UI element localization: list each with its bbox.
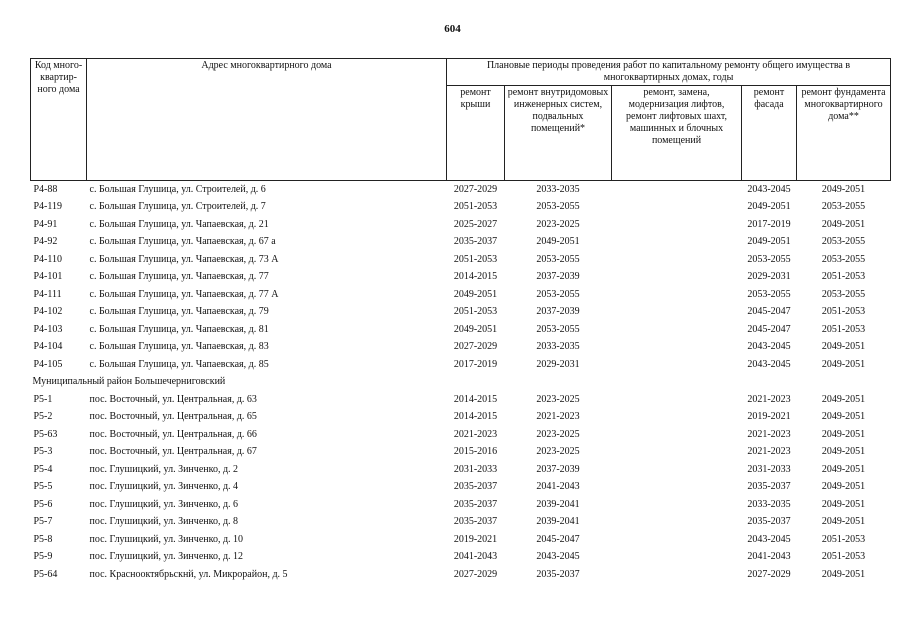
header-engineering: ремонт внутридомовых инженерных систем, подвальных помещений*: [505, 86, 612, 181]
cell-code: Р5-8: [33, 533, 53, 545]
cell-address: с. Большая Глушица, ул. Чапаевская, д. 83: [89, 341, 269, 353]
cell-engineering: 2043-2045: [536, 551, 580, 563]
cell-address: с. Большая Глушица, ул. Строителей, д. 7: [89, 201, 266, 213]
cell-code: Р4-104: [33, 341, 63, 353]
cell-code: Р4-103: [33, 323, 63, 335]
table-row: [31, 426, 891, 444]
cell-address: пос. Глушицкий, ул. Зинченко, д. 12: [89, 551, 244, 563]
cell-code: Р4-102: [33, 306, 63, 318]
cell-address: с. Большая Глушица, ул. Чапаевская, д. 81: [89, 323, 269, 335]
cell-roof: 2031-2033: [453, 463, 498, 475]
cell-elevators: [612, 216, 742, 234]
cell-foundation: 2049-2051: [821, 218, 866, 230]
cell-engineering: 2045-2047: [536, 533, 580, 545]
cell-foundation: 2049-2051: [821, 428, 866, 440]
table-row: [31, 181, 891, 199]
cell-address: с. Большая Глушица, ул. Чапаевская, д. 77: [89, 271, 269, 283]
cell-foundation: 2051-2053: [821, 551, 866, 563]
cell-elevators: [612, 234, 742, 252]
cell-address: пос. Восточный, ул. Центральная, д. 63: [89, 393, 257, 405]
cell-elevators: [612, 356, 742, 374]
table-row: [31, 444, 891, 462]
cell-elevators: [612, 461, 742, 479]
cell-roof: 2049-2051: [453, 288, 498, 300]
header-code: Код много-квартир-ного дома: [31, 59, 87, 181]
cell-elevators: [612, 479, 742, 497]
cell-roof: 2035-2037: [453, 236, 498, 248]
cell-roof: 2014-2015: [453, 271, 498, 283]
cell-foundation: 2053-2055: [821, 201, 866, 213]
cell-facade: 2043-2045: [747, 183, 791, 195]
cell-address: с. Большая Глушица, ул. Чапаевская, д. 73 А: [89, 253, 279, 265]
cell-foundation: 2049-2051: [821, 446, 866, 458]
cell-engineering: 2039-2041: [536, 498, 580, 510]
header-roof: ремонт крыши: [447, 86, 505, 181]
cell-foundation: 2049-2051: [821, 568, 866, 580]
cell-code: Р4-119: [33, 201, 63, 213]
cell-code: Р4-92: [33, 236, 58, 248]
cell-elevators: [612, 409, 742, 427]
header-elevators: ремонт, замена, модернизация лифтов, ремонт лифтовых шахт, машинных и блочных помещений: [612, 86, 742, 181]
cell-engineering: 2037-2039: [536, 271, 580, 283]
cell-foundation: 2051-2053: [821, 323, 866, 335]
cell-facade: 2049-2051: [747, 236, 791, 248]
cell-elevators: [612, 304, 742, 322]
cell-facade: 2041-2043: [747, 551, 791, 563]
cell-roof: 2015-2016: [453, 446, 498, 458]
cell-facade: 2019-2021: [747, 411, 791, 423]
cell-foundation: 2049-2051: [821, 463, 866, 475]
cell-engineering: 2023-2025: [536, 428, 580, 440]
cell-engineering: 2041-2043: [536, 481, 580, 493]
table-row: [31, 514, 891, 532]
cell-foundation: 2049-2051: [821, 516, 866, 528]
cell-code: Р4-88: [33, 183, 58, 195]
header-address: Адрес многоквартирного дома: [87, 59, 447, 181]
table-row: [31, 549, 891, 567]
table-row: [31, 199, 891, 217]
cell-code: Р4-110: [33, 253, 63, 265]
page-number: 604: [444, 23, 461, 35]
cell-facade: 2053-2055: [747, 253, 791, 265]
cell-roof: 2035-2037: [453, 498, 498, 510]
cell-foundation: 2051-2053: [821, 271, 866, 283]
cell-foundation: 2049-2051: [821, 411, 866, 423]
cell-roof: 2051-2053: [453, 201, 498, 213]
cell-foundation: 2049-2051: [821, 183, 866, 195]
cell-foundation: 2053-2055: [821, 288, 866, 300]
cell-address: с. Большая Глушица, ул. Чапаевская, д. 21: [89, 218, 269, 230]
cell-elevators: [612, 444, 742, 462]
table-row: [31, 234, 891, 252]
cell-engineering: 2037-2039: [536, 463, 580, 475]
cell-facade: 2033-2035: [747, 498, 791, 510]
cell-code: Р5-9: [33, 551, 53, 563]
cell-address: пос. Глушицкий, ул. Зинченко, д. 4: [89, 481, 239, 493]
table-row: [31, 321, 891, 339]
table-row: [31, 356, 891, 374]
cell-elevators: [612, 496, 742, 514]
cell-code: Р5-63: [33, 428, 58, 440]
cell-code: Р5-5: [33, 481, 53, 493]
cell-elevators: [612, 181, 742, 199]
cell-roof: 2014-2015: [453, 393, 498, 405]
cell-address: с. Большая Глушица, ул. Чапаевская, д. 67 а: [89, 236, 276, 248]
table-body: [31, 181, 891, 584]
table-row: [31, 339, 891, 357]
cell-elevators: [612, 391, 742, 409]
table-row: [31, 496, 891, 514]
cell-facade: 2029-2031: [747, 271, 791, 283]
cell-foundation: 2049-2051: [821, 358, 866, 370]
cell-engineering: 2039-2041: [536, 516, 580, 528]
table-row: [31, 461, 891, 479]
cell-foundation: 2053-2055: [821, 253, 866, 265]
header-facade: ремонт фасада: [742, 86, 797, 181]
cell-code: Р5-6: [33, 498, 53, 510]
cell-engineering: 2053-2055: [536, 323, 580, 335]
cell-address: с. Большая Глушица, ул. Чапаевская, д. 77 А: [89, 288, 279, 300]
cell-foundation: 2049-2051: [821, 341, 866, 353]
cell-facade: 2045-2047: [747, 306, 791, 318]
cell-roof: 2051-2053: [453, 253, 498, 265]
header-periods: Плановые периоды проведения работ по капитальному ремонту общего имущества в многоквартирных домах, годы: [447, 59, 891, 86]
cell-elevators: [612, 426, 742, 444]
cell-foundation: 2049-2051: [821, 498, 866, 510]
cell-foundation: 2049-2051: [821, 481, 866, 493]
cell-roof: 2019-2021: [453, 533, 498, 545]
cell-code: Р5-64: [33, 568, 58, 580]
cell-foundation: 2051-2053: [821, 306, 866, 318]
cell-code: Р5-4: [33, 463, 53, 475]
cell-elevators: [612, 321, 742, 339]
cell-elevators: [612, 531, 742, 549]
table-row: [31, 304, 891, 322]
cell-roof: 2041-2043: [453, 551, 498, 563]
cell-address: с. Большая Глушица, ул. Строителей, д. 6: [89, 183, 266, 195]
table-row: [31, 391, 891, 409]
cell-roof: 2025-2027: [453, 218, 498, 230]
cell-facade: 2049-2051: [747, 201, 791, 213]
cell-roof: 2017-2019: [453, 358, 498, 370]
cell-facade: 2027-2029: [747, 568, 791, 580]
cell-roof: 2027-2029: [453, 341, 498, 353]
cell-facade: 2043-2045: [747, 358, 791, 370]
cell-engineering: 2033-2035: [536, 341, 580, 353]
cell-facade: 2035-2037: [747, 516, 791, 528]
cell-code: Р5-2: [33, 411, 53, 423]
cell-engineering: 2049-2051: [536, 236, 580, 248]
table-row: [31, 269, 891, 287]
cell-code: Р5-7: [33, 516, 53, 528]
cell-engineering: 2021-2023: [536, 411, 580, 423]
header-row-main: [31, 59, 891, 86]
cell-address: пос. Восточный, ул. Центральная, д. 67: [89, 446, 257, 458]
cell-code: Р5-1: [33, 393, 53, 405]
cell-address: пос. Восточный, ул. Центральная, д. 66: [89, 428, 257, 440]
table-row: [31, 409, 891, 427]
cell-address: пос. Глушицкий, ул. Зинченко, д. 6: [89, 498, 239, 510]
cell-code: Р4-91: [33, 218, 58, 230]
cell-roof: 2035-2037: [453, 481, 498, 493]
cell-foundation: 2049-2051: [821, 393, 866, 405]
table-row: [31, 286, 891, 304]
cell-engineering: 2029-2031: [536, 358, 580, 370]
cell-address: пос. Глушицкий, ул. Зинченко, д. 2: [89, 463, 239, 475]
cell-facade: 2043-2045: [747, 533, 791, 545]
cell-address: пос. Глушицкий, ул. Зинченко, д. 10: [89, 533, 244, 545]
cell-facade: 2035-2037: [747, 481, 791, 493]
cell-elevators: [612, 199, 742, 217]
cell-roof: 2021-2023: [453, 428, 498, 440]
cell-address: пос. Глушицкий, ул. Зинченко, д. 8: [89, 516, 239, 528]
cell-code: Р4-101: [33, 271, 63, 283]
cell-foundation: 2053-2055: [821, 236, 866, 248]
cell-elevators: [612, 339, 742, 357]
cell-code: Р4-105: [33, 358, 63, 370]
cell-code: Р4-111: [33, 288, 62, 300]
cell-facade: 2021-2023: [747, 393, 791, 405]
cell-address: с. Большая Глушица, ул. Чапаевская, д. 85: [89, 358, 269, 370]
cell-roof: 2049-2051: [453, 323, 498, 335]
cell-engineering: 2053-2055: [536, 253, 580, 265]
cell-address: пос. Восточный, ул. Центральная, д. 65: [89, 411, 257, 423]
cell-facade: 2017-2019: [747, 218, 791, 230]
capital-repair-table: [30, 58, 891, 584]
cell-engineering: 2053-2055: [536, 288, 580, 300]
header-foundation: ремонт фундамента многоквартирного дома**: [797, 86, 891, 181]
cell-address: с. Большая Глушица, ул. Чапаевская, д. 79: [89, 306, 269, 318]
cell-elevators: [612, 566, 742, 584]
cell-facade: 2031-2033: [747, 463, 791, 475]
table-row: [31, 251, 891, 269]
cell-roof: 2051-2053: [453, 306, 498, 318]
table-row: [31, 216, 891, 234]
table-row: [31, 531, 891, 549]
cell-elevators: [612, 514, 742, 532]
cell-code: Р5-3: [33, 446, 53, 458]
cell-roof: 2027-2029: [453, 568, 498, 580]
cell-engineering: 2023-2025: [536, 393, 580, 405]
cell-engineering: 2023-2025: [536, 446, 580, 458]
cell-facade: 2021-2023: [747, 428, 791, 440]
cell-engineering: 2035-2037: [536, 568, 580, 580]
cell-facade: 2043-2045: [747, 341, 791, 353]
cell-facade: 2021-2023: [747, 446, 791, 458]
section-title: Муниципальный район Большечерниговский: [32, 376, 226, 388]
cell-elevators: [612, 269, 742, 287]
cell-roof: 2035-2037: [453, 516, 498, 528]
cell-facade: 2053-2055: [747, 288, 791, 300]
cell-foundation: 2051-2053: [821, 533, 866, 545]
cell-roof: 2027-2029: [453, 183, 498, 195]
table-row: [31, 479, 891, 497]
cell-engineering: 2033-2035: [536, 183, 580, 195]
cell-facade: 2045-2047: [747, 323, 791, 335]
table-row: [31, 566, 891, 584]
cell-roof: 2014-2015: [453, 411, 498, 423]
cell-address: пос. Краснооктябрьскнй, ул. Микрорайон, д. 5: [89, 568, 288, 580]
cell-elevators: [612, 251, 742, 269]
cell-elevators: [612, 549, 742, 567]
cell-engineering: 2023-2025: [536, 218, 580, 230]
section-row: [31, 374, 891, 392]
cell-engineering: 2037-2039: [536, 306, 580, 318]
cell-elevators: [612, 286, 742, 304]
cell-engineering: 2053-2055: [536, 201, 580, 213]
